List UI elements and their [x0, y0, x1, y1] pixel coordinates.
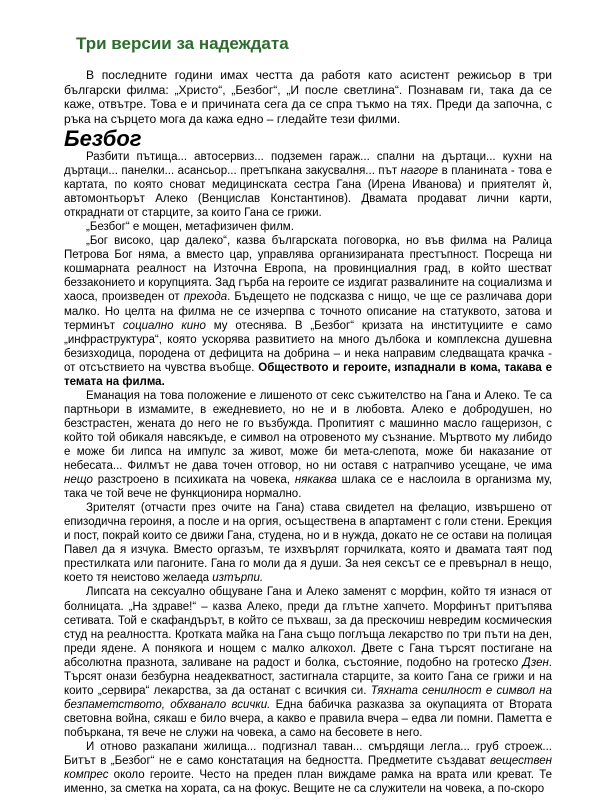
- text-run: Зрителят (отчасти през очите на Гана) става свидетел на фелацио, извършено от епизодична героиня, а после и на оргия, осъществена в апартамент с голи стени. Ерекция и пост, покрай които се движи Гана, студена, но и в нужда, докато не се остави на полицая Павел да я изчука. Вместо оргазъм, те изхвърлят горчилката, която и двамата таят под престилката или пагоните. Гана го моли да я души. За нея сексът се е превърнал в нещо, което тя неистово желаеда: [64, 502, 552, 585]
- text-run: изтърпи.: [212, 572, 264, 585]
- text-run: Еманация на това положение е лишеното от секс съжителство на Гана и Алеко. Те са партньори в измамите, в ежедневието, но не и в любовта. Алеко е добродушен, но безстрастен, жената до него не го възбужда. Пропитият с машинно масло гащеризон, с който той обикаля навсякъде, е символ на отровеното му съзнание. Мъртвото му либидо е може би липса на импулс за живот, може би мета-слепота, може би наказание от небесата... Филмът не дава точен отговор, но ни оставя с натрапчиво усещане, че има: [64, 389, 552, 473]
- text-run: социално кино: [122, 319, 206, 332]
- text-run: шлака се е наслоила в организма му, така че той вече не функционира нормално.: [64, 474, 552, 501]
- body-paragraph: [64, 220, 552, 234]
- text-run: веществен компрес: [64, 755, 552, 782]
- text-run: . Търсят онази безбурна неадекватност, застигнала старците, за които Гана се грижи и на които „сервира“ лекарства, за да останат с всичкия си.: [64, 656, 552, 697]
- text-run: Една бабичка разказва за окупацията от Втората световна война, сякаш е било вчера, а какво е правила вчера – едва ли помни. Паметта е побъркана, тя вече не служи на човека, а само на бесовете в него.: [64, 698, 553, 739]
- text-run: разстроено в психиката на човека,: [92, 474, 295, 487]
- section-heading: Безбог: [64, 126, 142, 151]
- text-run: прехода: [183, 291, 228, 304]
- text-run: Разбити пътища... автосервиз... подземен гараж... спални на дъртаци... кухни на дъртаци... панелки... асансьор... претъпкана закусвалня... път: [64, 151, 552, 178]
- body-paragraph: [64, 150, 552, 220]
- text-run: „Бог високо, цар далеко“, казва българската поговорка, но във филма на Ралица Петрова Бог няма, а вместо цар, управлява организираната престъпност. Посреща ни кошмарната реалност на Източна Европа, на провинциалния град, в който шестват беззаконието и корупцията. Зад гърба на героите се издигат развалините на социализма и хаоса, произведен от: [64, 235, 552, 304]
- text-run: му отеснява. В „Безбог“ кризата на институциите е само „инфраструктура“, която ускорява развитието на много дълбока и комплексна душевна безизходица, породена от дефицита на добрина – и нека направим следващата крачка - от отсъствието на чувства въобще.: [64, 319, 552, 374]
- body-paragraph: [64, 740, 552, 796]
- text-run: И отново разкапани жилища... подгизнал таван... смърдящи легла... груб строеж... Битът в „Безбог“ не е само констатация на бедността. Предметите създават: [64, 740, 552, 768]
- intro-text: В последните години имах честта да работя като асистент режисьор в три български филма: „Христо“, „Безбог“, „И после светлина“. Познавам ги, така да се каже, отвътре. Това е и причината сега да се спра тъкмо на тях. Преди да започна, с ръка на сърцето мога да кажа едно – гледайте тези филми.: [64, 68, 552, 126]
- body-paragraph: [64, 585, 552, 740]
- text-run: Обществото и героите, изпаднали в кома, такава е темата на филма.: [64, 361, 552, 388]
- text-run: в планината - това е картата, по която сноват медицинската сестра Гана (Ирена Иванова) и приятелят ѝ, автомонтьорът Алеко (Венцислав Константинов). Двамата продават лични карти, откраднати от старците, за които Гана се грижи.: [64, 165, 553, 220]
- article-body: [64, 150, 552, 796]
- page-title: Три версии за надеждата: [76, 34, 289, 53]
- text-run: „Безбог“ е мощен, метафизичен филм.: [86, 221, 294, 234]
- text-run: около героите. Често на преден план виждаме рамка на врата или креват. Те именно, за сметка на хората, са на фокус. Вещите не са служители на човека, а по-скоро: [64, 769, 552, 796]
- text-run: Тяхната сенилност е символ на безпаметството, обхванало всички.: [64, 684, 553, 711]
- text-run: Дзен: [522, 656, 549, 669]
- body-paragraph: [64, 389, 552, 501]
- intro-paragraph: [64, 68, 552, 126]
- text-run: някаква: [294, 474, 337, 487]
- text-run: нагоре: [400, 165, 439, 178]
- text-run: нещо: [64, 474, 93, 487]
- body-paragraph: [64, 501, 552, 585]
- text-run: Липсата на сексуално общуване Гана и Алеко заменят с морфин, който тя изнася от болницата. „На здраве!“ – казва Алеко, преди да глътне хапчето. Морфинът притъпява сетивата. Той е скафандърът, в който се пъхваш, за да прескочиш невредим космическия студ на реалността. Кротката майка на Гана също поглъща лекарство по три пъти на ден, преди ядене. А понякога и нощем с малко алкохол. Двете с Гана търсят постигане на абсолютна празнота, заливане на радост и болка, състояние, подобно на гротеско: [64, 586, 552, 669]
- text-run: . Бъдещето не подсказва с нищо, че ще се различава дори малко. Но целта на филма не се изчерпва с точното описание на статуквото, затова и терминът: [64, 291, 552, 332]
- body-paragraph: [64, 234, 552, 389]
